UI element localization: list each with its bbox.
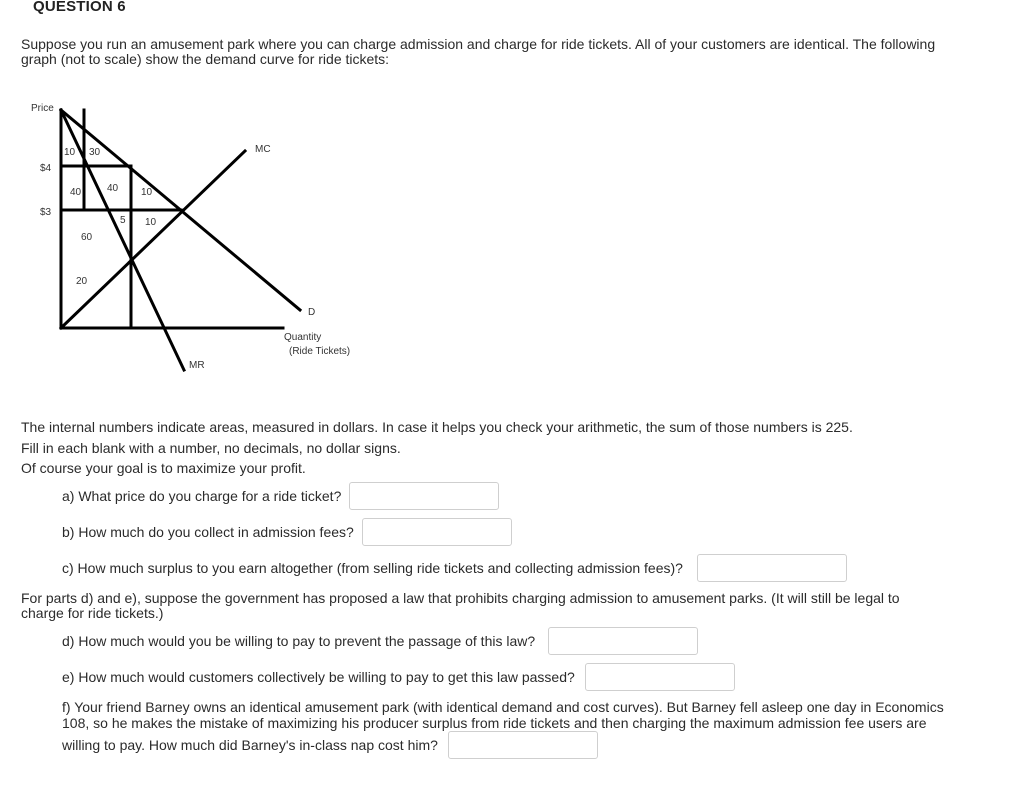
instruction-line-1: The internal numbers indicate areas, measured in dollars. In case it helps you check your arithmetic, the sum of those numbers is 225. [21,419,853,435]
area-label: 40 [70,187,82,198]
intro-line-2: graph (not to scale) show the demand curve for ride tickets: [21,51,390,67]
area-label: 20 [76,276,88,287]
answer-e-input[interactable] [585,663,735,691]
question-e-label: e) How much would customers collectively be willing to pay to get this law passed? [62,669,575,685]
mc-label: MC [255,144,271,155]
answer-b-input[interactable] [362,518,512,546]
x-axis-label-line1: Quantity [284,332,322,343]
law-line-2: charge for ride tickets.) [21,605,164,621]
area-label: 10 [145,217,157,228]
question-title: QUESTION 6 [33,0,126,15]
answer-f-input[interactable] [448,731,598,759]
question-f-line-1: f) Your friend Barney owns an identical amusement park (with identical demand and cost curves). But Barney fell asleep one day in Economics [62,699,944,715]
area-label: 10 [64,147,76,158]
answer-a-input[interactable] [349,482,499,510]
answer-c-input[interactable] [697,554,847,582]
instruction-line-2: Fill in each blank with a number, no decimals, no dollar signs. [21,440,401,456]
instruction-line-3: Of course your goal is to maximize your profit. [21,460,306,476]
question-a-label: a) What price do you charge for a ride ticket? [62,488,342,504]
mr-curve [61,110,184,370]
mr-label: MR [189,360,205,371]
price-tick-3: $3 [40,207,52,218]
price-tick-4: $4 [40,163,52,174]
area-label: 60 [81,232,93,243]
area-label: 30 [89,147,101,158]
intro-line-1: Suppose you run an amusement park where you can charge admission and charge for ride tickets. All of your customers are identical. The following [21,36,936,52]
area-label: 40 [107,183,119,194]
area-label: 10 [141,187,153,198]
area-label: 5 [120,215,126,226]
answer-d-input[interactable] [548,627,698,655]
question-f-line-2: 108, so he makes the mistake of maximizing his producer surplus from ride tickets and then charging the maximum admission fee users are [62,715,927,731]
question-d-label: d) How much would you be willing to pay to prevent the passage of this law? [62,633,536,649]
y-axis-label: Price [31,103,54,114]
x-axis-label-line2: (Ride Tickets) [289,346,351,357]
demand-graph [0,0,400,380]
question-c-label: c) How much surplus to you earn altogether (from selling ride tickets and collecting admission fees)? [62,560,683,576]
demand-label: D [308,307,316,318]
question-b-label: b) How much do you collect in admission fees? [62,524,354,540]
question-f-line-3: willing to pay. How much did Barney's in-class nap cost him? [62,737,438,753]
law-line-1: For parts d) and e), suppose the government has proposed a law that prohibits charging admission to amusement parks. (It will still be legal to [21,590,900,606]
